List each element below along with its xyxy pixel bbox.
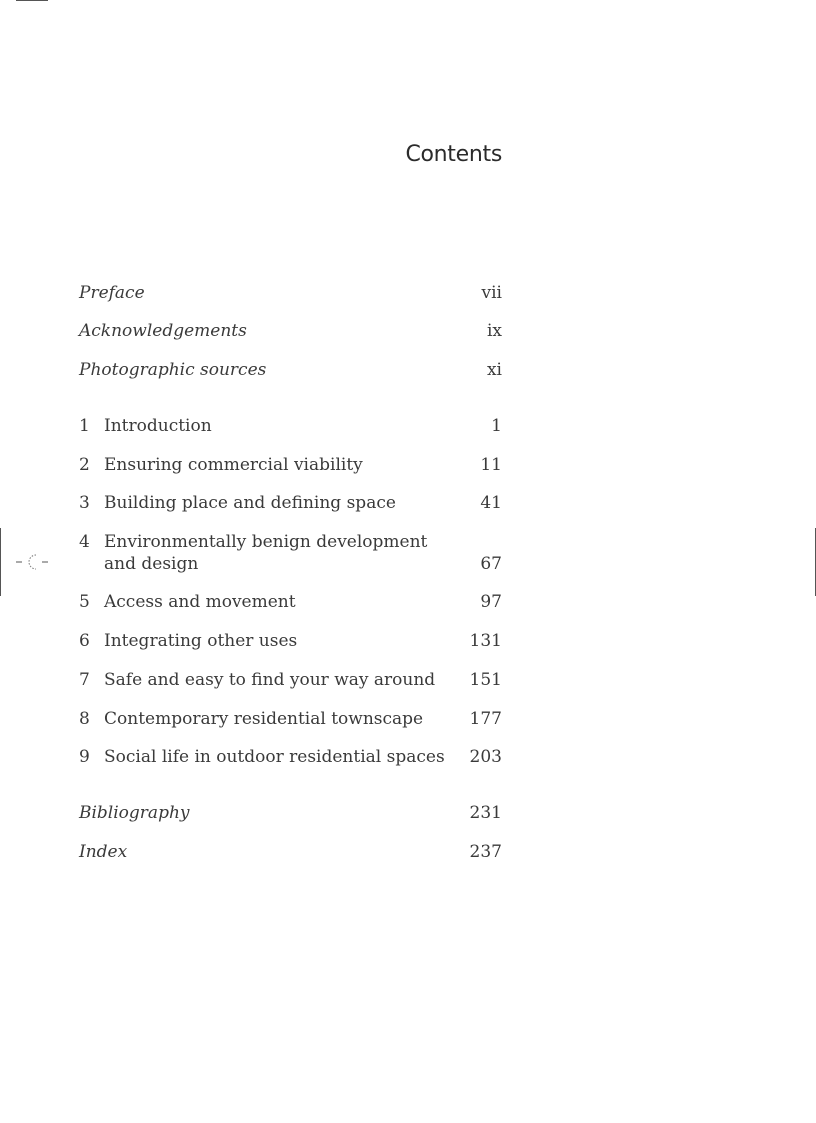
chapter-page: 41 (480, 493, 502, 513)
chapter-page: 177 (469, 709, 502, 729)
toc-entry-page: vii (481, 283, 502, 303)
chapter-number: 3 (79, 493, 90, 513)
toc-chapter-4[interactable] (79, 531, 502, 575)
page-title: Contents (405, 142, 502, 167)
toc-entry-page: ix (486, 321, 502, 341)
crop-mark-left (0, 528, 1, 596)
registration-mark-icon (16, 552, 48, 572)
chapter-number: 8 (79, 709, 90, 729)
chapter-title-line2: and design (104, 554, 199, 574)
toc-entry-title: Bibliography (79, 803, 190, 823)
chapter-page: 151 (469, 670, 502, 690)
toc-entry-title: Acknowledgements (79, 321, 247, 341)
chapter-title: Ensuring commercial viability (104, 455, 363, 475)
chapter-number: 2 (79, 455, 90, 475)
chapter-page: 97 (480, 592, 502, 612)
chapter-number: 4 (79, 532, 90, 552)
chapter-title-line1: Environmentally benign development (104, 532, 428, 552)
chapter-page: 11 (480, 455, 502, 475)
toc-entry-page: 237 (469, 842, 502, 862)
chapter-title: Social life in outdoor residential spaces (104, 747, 445, 767)
chapter-number: 5 (79, 592, 90, 612)
chapter-page: 203 (469, 747, 502, 767)
chapter-title: Safe and easy to find your way around (104, 670, 436, 690)
chapter-page: 1 (491, 416, 502, 436)
toc-entry-page: 231 (469, 803, 502, 823)
toc-entry-title: Index (79, 842, 128, 862)
chapter-title: Introduction (104, 416, 212, 436)
chapter-title: Contemporary residential townscape (104, 709, 424, 729)
chapter-page: 131 (469, 631, 502, 651)
chapter-number: 7 (79, 670, 90, 690)
toc-entry-page: xi (486, 360, 502, 380)
crop-mark-top (16, 0, 48, 1)
chapter-number: 1 (79, 416, 90, 436)
chapter-title: Access and movement (104, 592, 296, 612)
chapter-number: 6 (79, 631, 90, 651)
toc-entry-title: Preface (79, 283, 145, 303)
chapter-title: Integrating other uses (104, 631, 298, 651)
chapter-title: Building place and defining space (104, 493, 396, 513)
toc-entry-title: Photographic sources (79, 360, 267, 380)
chapter-number: 9 (79, 747, 90, 767)
chapter-page: 67 (480, 554, 502, 574)
